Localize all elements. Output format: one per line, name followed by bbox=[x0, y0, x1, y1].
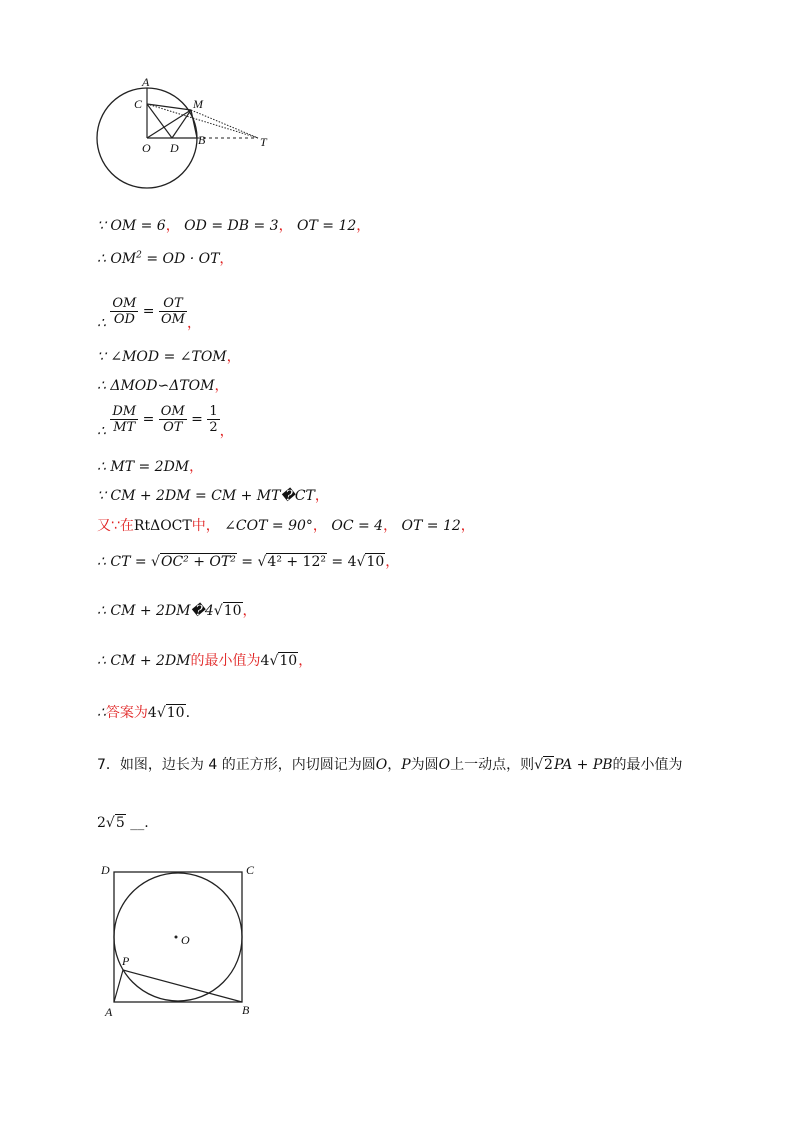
question-7-text: 7．如图，边长为 4 的正方形，内切圆记为圆O，P为圆O上一动点，则√2PA + PB的最小值为 bbox=[97, 757, 683, 773]
text-od-ot: = OD · OT bbox=[141, 251, 220, 267]
solution-line-6 bbox=[97, 404, 234, 441]
text-ot: OT = 12 bbox=[297, 218, 357, 234]
figure-2-square bbox=[100, 860, 265, 1020]
label-c: C bbox=[246, 863, 255, 877]
solution-line-7 bbox=[97, 456, 203, 476]
solution-line-10: ∴ CT = √OC² + OT² = √4² + 12² = 4√10， bbox=[97, 554, 400, 570]
fraction-one-half bbox=[207, 404, 219, 435]
segment-mb bbox=[191, 110, 197, 138]
sep: ， bbox=[226, 349, 241, 365]
label-b: B bbox=[242, 1003, 250, 1017]
text-ct: ∴ CT = bbox=[97, 554, 152, 570]
fraction-om-ot bbox=[159, 404, 187, 435]
text-od-db: OD = DB = 3 bbox=[184, 218, 279, 234]
radicand: 10 bbox=[279, 653, 298, 669]
q7-comma: ， bbox=[387, 757, 402, 773]
label-o: O bbox=[142, 141, 151, 155]
text-ot: OT = 12 bbox=[401, 518, 461, 534]
radicand-3: 10 bbox=[366, 554, 385, 570]
denominator: MT bbox=[113, 420, 136, 435]
superscript: 2 bbox=[136, 250, 142, 261]
text-angle-cot: ∠COT = 90° bbox=[224, 518, 313, 534]
therefore-symbol: ∴ bbox=[97, 315, 106, 332]
label-p: P bbox=[122, 954, 130, 968]
segment-pa bbox=[114, 970, 123, 1002]
radicand: 10 bbox=[223, 603, 242, 619]
numerator: OT bbox=[159, 296, 187, 312]
denominator: OT bbox=[163, 420, 183, 435]
sep: ， bbox=[385, 554, 400, 570]
text-answer-is: 答案为 bbox=[105, 705, 148, 721]
label-d: D bbox=[101, 863, 110, 877]
denominator: 2 bbox=[209, 420, 218, 435]
equals: = bbox=[142, 411, 155, 428]
text-sum: ∴ CM + 2DM bbox=[97, 653, 191, 669]
segment-dm bbox=[172, 110, 191, 138]
q7-text-5: 的最小值为 bbox=[612, 757, 683, 773]
sep: ， bbox=[298, 653, 313, 669]
sep: ， bbox=[189, 459, 204, 475]
sep: ， bbox=[165, 218, 180, 234]
period: . bbox=[185, 705, 191, 721]
radicand-1: OC² + OT² bbox=[160, 554, 236, 570]
segment-cd bbox=[147, 104, 172, 138]
radicand-2: 4² + 12² bbox=[267, 554, 326, 570]
solution-line-9 bbox=[97, 515, 475, 535]
q7-radicand: 2 bbox=[544, 757, 553, 773]
sep: ， bbox=[460, 518, 475, 534]
radicand: 10 bbox=[166, 705, 185, 721]
label-m: M bbox=[193, 97, 203, 111]
q7-text-3: 为圆 bbox=[410, 757, 439, 773]
numerator: OM bbox=[160, 404, 185, 419]
q7-var-p: P bbox=[401, 757, 411, 773]
sep: ， bbox=[314, 488, 329, 504]
center-point bbox=[175, 936, 178, 939]
solution-line-3 bbox=[97, 296, 201, 333]
equals: = bbox=[191, 411, 203, 428]
question-7-answer: 2√5 __. bbox=[97, 815, 149, 831]
text-min-value: 的最小值为 bbox=[190, 653, 261, 669]
answer-blank: __. bbox=[130, 815, 149, 831]
label-t: T bbox=[260, 135, 267, 149]
figure-1-circle bbox=[90, 72, 290, 197]
therefore-symbol: ∴ bbox=[97, 423, 106, 440]
label-c: C bbox=[134, 97, 143, 111]
solution-line-13: ∴答案为4√10. bbox=[97, 705, 191, 721]
text-coef: 4 bbox=[147, 705, 157, 721]
label-o: O bbox=[181, 933, 190, 947]
text-mt-2dm: ∴ MT = 2DM bbox=[97, 459, 190, 475]
text-sum-inequality: ∴ CM + 2DM�4 bbox=[97, 603, 214, 619]
fraction-dm-mt bbox=[110, 404, 138, 435]
text-triangle: RtΔOCT bbox=[133, 518, 192, 534]
equals: = bbox=[142, 303, 155, 320]
numerator: DM bbox=[112, 404, 137, 419]
sep: ， bbox=[186, 315, 201, 332]
fraction-om-od bbox=[110, 296, 138, 327]
answer-coef: 2 bbox=[97, 815, 106, 831]
answer-radicand: 5 bbox=[115, 815, 125, 831]
solution-line-4 bbox=[97, 346, 241, 366]
equals: = bbox=[236, 554, 258, 570]
denominator: OM bbox=[160, 312, 185, 327]
q7-var-o: O bbox=[375, 757, 388, 773]
sep: ， bbox=[356, 218, 371, 234]
sep: ， bbox=[219, 423, 234, 440]
text-om-sq: ∴ OM bbox=[97, 251, 137, 267]
fraction-ot-om bbox=[159, 296, 187, 327]
q7-text-1: 7．如图，边长为 4 的正方形，内切圆记为圆 bbox=[97, 757, 376, 773]
text-similar: ∴ ΔMOD∽ΔTOM bbox=[97, 378, 215, 394]
solution-line-8 bbox=[97, 485, 329, 505]
q7-expression: PA + PB bbox=[553, 757, 613, 773]
q7-text-4: 上一动点，则 bbox=[450, 757, 535, 773]
label-b: B bbox=[198, 133, 206, 147]
label-a: A bbox=[105, 1005, 113, 1019]
numerator: 1 bbox=[209, 404, 218, 419]
text-also-in: 又∵在 bbox=[97, 518, 134, 534]
text-coef: = 4 bbox=[326, 554, 357, 570]
sep: ， bbox=[242, 603, 257, 619]
sep: ， bbox=[278, 218, 293, 234]
text-om: ∵ OM = 6 bbox=[97, 218, 166, 234]
therefore-symbol: ∴ bbox=[97, 705, 106, 721]
label-d: D bbox=[170, 141, 179, 155]
label-a: A bbox=[142, 75, 150, 89]
text-coef: 4 bbox=[260, 653, 270, 669]
text-angle-equal: ∵ ∠MOD = ∠TOM bbox=[97, 349, 227, 365]
segment-pb bbox=[123, 970, 242, 1002]
text-middle: 中， bbox=[191, 518, 220, 534]
text-oc: OC = 4 bbox=[331, 518, 384, 534]
denominator: OD bbox=[113, 312, 135, 327]
sep: ， bbox=[214, 378, 229, 394]
sep: ， bbox=[383, 518, 398, 534]
sep: ， bbox=[312, 518, 327, 534]
solution-line-5 bbox=[97, 375, 229, 395]
inscribed-circle bbox=[114, 873, 242, 1001]
solution-line-1 bbox=[97, 215, 370, 235]
q7-var-o-2: O bbox=[438, 757, 451, 773]
solution-line-11: ∴ CM + 2DM�4√10， bbox=[97, 603, 257, 619]
text-inequality: ∵ CM + 2DM = CM + MT�CT bbox=[97, 488, 315, 504]
sep: ， bbox=[219, 251, 234, 267]
solution-line-12: ∴ CM + 2DM的最小值为4√10， bbox=[97, 653, 313, 669]
solution-line-2 bbox=[97, 248, 233, 268]
numerator: OM bbox=[112, 296, 137, 311]
